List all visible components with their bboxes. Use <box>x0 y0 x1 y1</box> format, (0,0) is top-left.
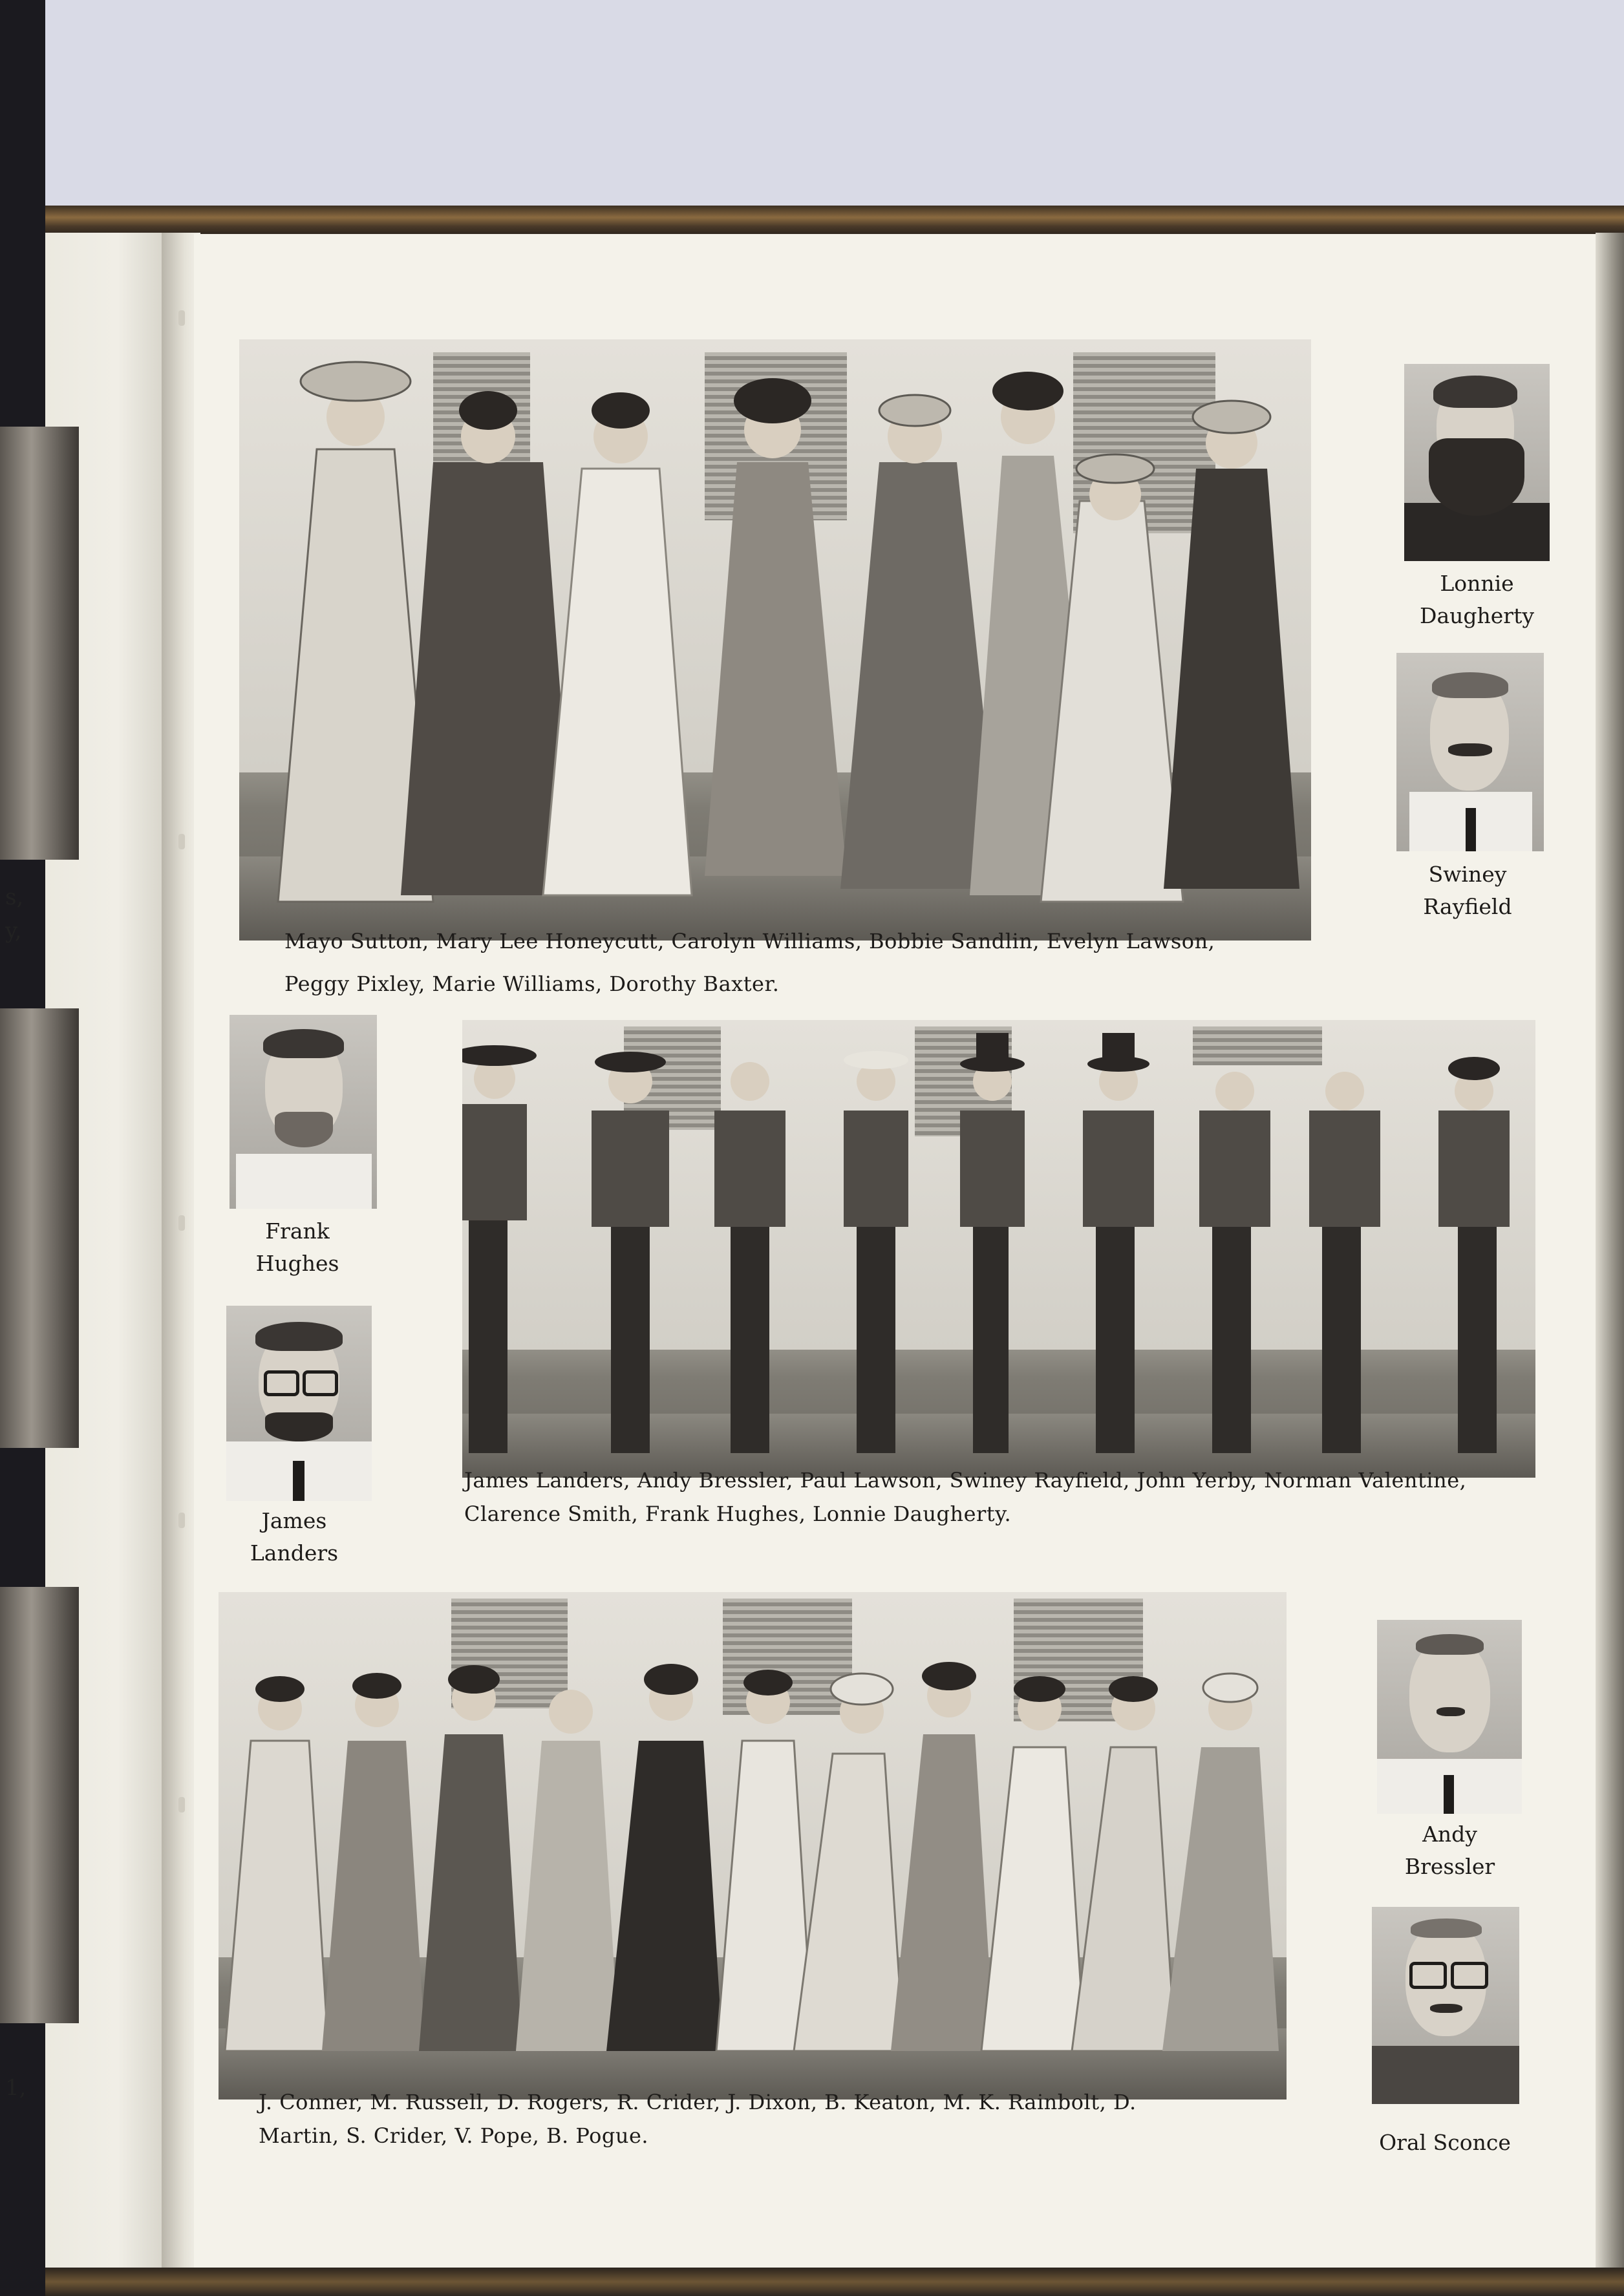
portrait-lonnie-daugherty <box>1404 364 1550 561</box>
binding-mark <box>178 1215 185 1231</box>
portrait-last-name: Rayfield <box>1423 893 1512 919</box>
caption-men-line1: James Landers, Andy Bressler, Paul Lawson, Swiney Rayfield, John Yerby, Norman Valentine, <box>464 1468 1467 1493</box>
binding-mark <box>178 310 185 326</box>
caption-men-line2: Clarence Smith, Frank Hughes, Lonnie Daugherty. <box>464 1502 1012 1526</box>
portrait-caption-frank <box>220 1215 375 1279</box>
portrait-first-name: Andy <box>1422 1822 1477 1847</box>
group-photo-girls-costumes <box>219 1592 1287 2099</box>
portrait-first-name: Frank <box>265 1218 330 1244</box>
portrait-last-name: Daugherty <box>1420 602 1534 628</box>
caption-girls-line2: Martin, S. Crider, V. Pope, B. Pogue. <box>259 2123 649 2148</box>
portrait-oral-sconce <box>1372 1907 1519 2104</box>
left-page-text-fragment: s, <box>5 884 24 910</box>
group-photo-women-costumes <box>239 339 1311 941</box>
left-page-photo-fragment <box>0 427 79 860</box>
group-photo-men-costumes <box>462 1020 1535 1478</box>
portrait-last-name: Bressler <box>1404 1853 1495 1879</box>
left-page-photo-fragment <box>0 1008 79 1448</box>
scanner-background <box>0 0 1624 213</box>
portrait-caption-andy <box>1371 1818 1529 1882</box>
caption-women-line1: Mayo Sutton, Mary Lee Honeycutt, Carolyn Williams, Bobbie Sandlin, Evelyn Lawson, <box>284 929 1215 953</box>
page-edge-right <box>1596 233 1624 2269</box>
portrait-frank-hughes <box>230 1015 377 1209</box>
portrait-caption-oral: Oral Sconce <box>1379 2130 1511 2155</box>
girls-figures <box>219 1592 1287 2099</box>
caption-women-line2: Peggy Pixley, Marie Williams, Dorothy Baxter. <box>284 972 780 996</box>
portrait-first-name: Lonnie <box>1440 571 1514 596</box>
portrait-caption-james <box>217 1505 372 1569</box>
binding-mark <box>178 834 185 849</box>
caption-girls-line1: J. Conner, M. Russell, D. Rogers, R. Crider, J. Dixon, B. Keaton, M. K. Rainbolt, D. <box>259 2090 1137 2114</box>
portrait-caption-lonnie <box>1404 568 1550 632</box>
left-page-photo-fragment <box>0 1587 79 2023</box>
book-spine-top <box>0 206 1624 235</box>
binding-mark <box>178 1513 185 1528</box>
portrait-first-name: Swiney <box>1428 862 1507 887</box>
portrait-james-landers <box>226 1306 372 1501</box>
portrait-andy-bressler <box>1377 1620 1522 1814</box>
portrait-first-name: James <box>261 1508 327 1533</box>
portrait-caption-swiney <box>1390 858 1545 922</box>
women-figures <box>239 339 1311 941</box>
left-page-text-fragment: 1, <box>5 2075 27 2101</box>
left-page-text-fragment: y, <box>5 918 22 944</box>
binding-mark <box>178 1797 185 1812</box>
portrait-swiney-rayfield <box>1396 653 1544 851</box>
men-figures <box>462 1020 1535 1478</box>
book-spine-bottom <box>0 2268 1624 2296</box>
portrait-last-name: Landers <box>250 1540 339 1566</box>
portrait-last-name: Hughes <box>255 1250 339 1276</box>
